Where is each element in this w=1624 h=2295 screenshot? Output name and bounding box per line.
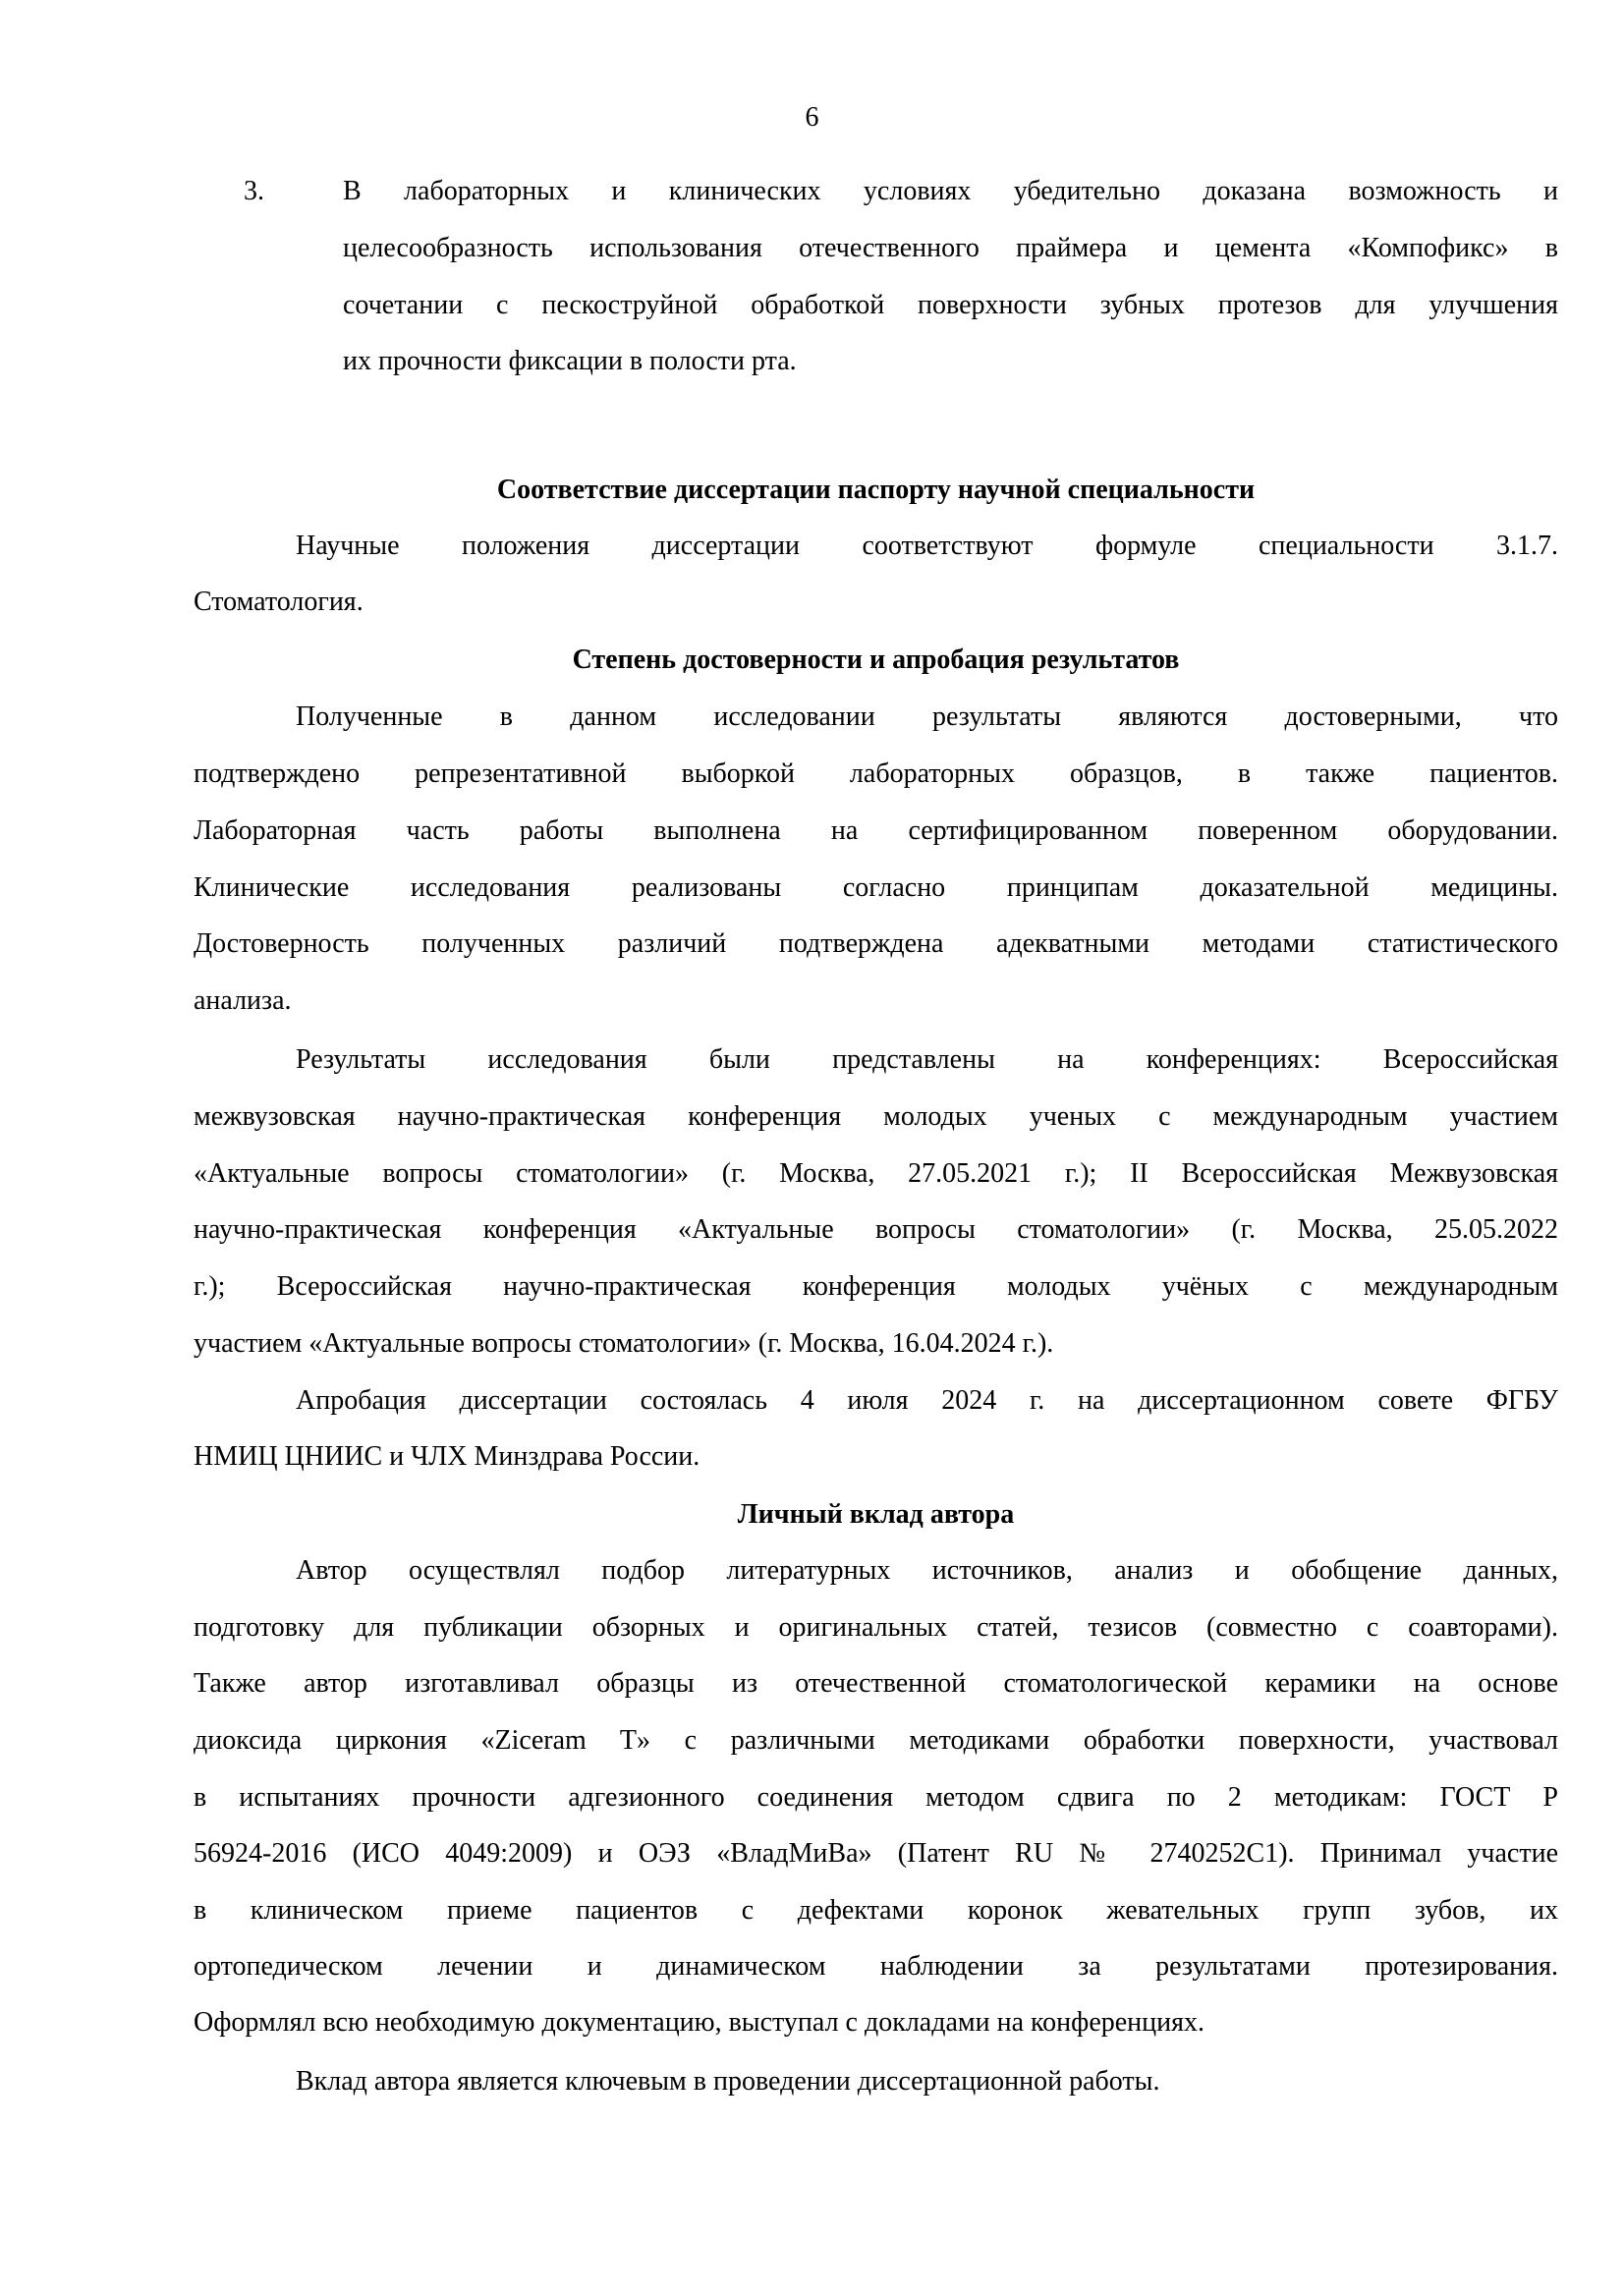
text-line: анализа. (194, 985, 292, 1016)
text-line: НМИЦ ЦНИИС и ЧЛХ Минздрава России. (194, 1441, 700, 1472)
section-heading: Соответствие диссертации паспорту научной специальности (496, 475, 1256, 505)
list-item-number: 3. (244, 176, 264, 206)
text-line: Апробация диссертации состоялась 4 июля 2024 г. на диссертационном совете ФГБУ (296, 1385, 1558, 1416)
section-heading: Личный вклад автора (737, 1499, 1015, 1530)
text-line: научно-практическая конференция «Актуальные вопросы стоматологии» (г. Москва, 25.05.2022 (194, 1214, 1558, 1245)
text-line: подготовку для публикации обзорных и оригинальных статей, тезисов (совместно с соавторами). (194, 1612, 1558, 1643)
text-line: 56924-2016 (ИСО 4049:2009) и ОЭЗ «ВладМиВа» (Патент RU № 2740252C1). Принимал участие (194, 1838, 1558, 1869)
text-line: Полученные в данном исследовании результаты являются достоверными, что (296, 701, 1558, 732)
text-line: диоксида циркония «Ziceram T» с различными методиками обработки поверхности, участвовал (194, 1725, 1558, 1756)
page-number: 6 (805, 102, 819, 133)
text-line: Достоверность полученных различий подтверждена адекватными методами статистического (194, 928, 1558, 959)
text-line: г.); Всероссийская научно-практическая конференция молодых учёных с международным (194, 1271, 1558, 1302)
text-line: Лабораторная часть работы выполнена на сертифицированном поверенном оборудовании. (194, 815, 1558, 846)
text-line: Стоматология. (194, 587, 364, 617)
text-line: подтверждено репрезентативной выборкой лабораторных образцов, в также пациентов. (194, 758, 1558, 789)
text-line: целесообразность использования отечественного праймера и цемента «Компофикс» в (343, 233, 1558, 263)
text-line: их прочности фиксации в полости рта. (343, 346, 797, 376)
text-line: в клиническом приеме пациентов с дефектами коронок жевательных групп зубов, их (194, 1895, 1558, 1926)
text-line: Клинические исследования реализованы согласно принципам доказательной медицины. (194, 872, 1558, 903)
text-line: в испытаниях прочности адгезионного соединения методом сдвига по 2 методикам: ГОСТ Р (194, 1782, 1558, 1813)
text-line: Вклад автора является ключевым в проведении диссертационной работы. (296, 2066, 1160, 2097)
text-line: «Актуальные вопросы стоматологии» (г. Москва, 27.05.2021 г.); II Всероссийская Межвузовская (194, 1158, 1558, 1189)
text-line: сочетании с пескоструйной обработкой поверхности зубных протезов для улучшения (343, 290, 1558, 320)
text-line: Также автор изготавливал образцы из отечественной стоматологической керамики на основе (194, 1668, 1558, 1699)
text-line: Результаты исследования были представлены на конференциях: Всероссийская (296, 1044, 1558, 1075)
text-line: Оформлял всю необходимую документацию, выступал с докладами на конференциях. (194, 2007, 1204, 2038)
text-line: ортопедическом лечении и динамическом наблюдении за результатами протезирования. (194, 1951, 1558, 1982)
section-heading: Степень достоверности и апробация результатов (572, 644, 1180, 675)
text-line: Автор осуществлял подбор литературных источников, анализ и обобщение данных, (296, 1555, 1558, 1586)
text-line: межвузовская научно-практическая конференция молодых ученых с международным участием (194, 1101, 1558, 1132)
text-line: Научные положения диссертации соответствуют формуле специальности 3.1.7. (296, 531, 1558, 561)
text-line: участием «Актуальные вопросы стоматологии» (г. Москва, 16.04.2024 г.). (194, 1328, 1054, 1359)
text-line: В лабораторных и клинических условиях убедительно доказана возможность и (343, 176, 1558, 206)
